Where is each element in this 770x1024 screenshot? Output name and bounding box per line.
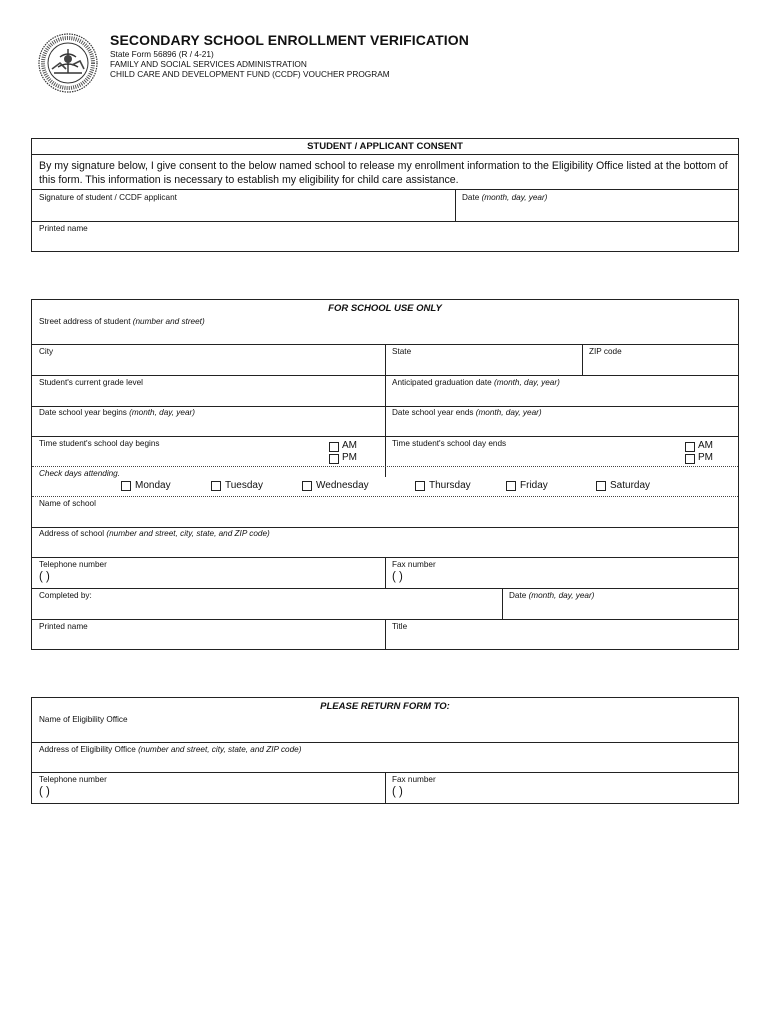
year-ends-hint: (month, day, year)	[475, 408, 542, 417]
tuesday-checkbox[interactable]	[211, 481, 221, 491]
program-name: CHILD CARE AND DEVELOPMENT FUND (CCDF) VOUCHER PROGRAM	[110, 69, 390, 79]
school-printed-name-field[interactable]	[39, 622, 88, 631]
year-begins-label: Date school year begins	[39, 408, 127, 417]
office-name-label: Name of Eligibility Office	[39, 715, 128, 724]
day-ends-pm-label: PM	[698, 452, 713, 463]
office-name-field[interactable]	[39, 715, 128, 724]
consent-date-field[interactable]	[462, 193, 547, 202]
consent-date-hint: (month, day, year)	[481, 193, 548, 202]
day-begins-pm-label: PM	[342, 452, 357, 463]
office-fax-area-code: ( )	[392, 786, 403, 798]
completed-date-field[interactable]	[509, 591, 594, 600]
form-number: State Form 56896 (R / 4-21)	[110, 49, 214, 59]
friday-label: Friday	[520, 480, 548, 491]
monday-checkbox[interactable]	[121, 481, 131, 491]
school-name-field[interactable]	[39, 499, 96, 508]
day-begins-pm-checkbox[interactable]	[329, 454, 339, 464]
state-seal-logo	[38, 33, 98, 93]
grade-level-field[interactable]	[39, 378, 143, 387]
student-street-label: Street address of student	[39, 317, 131, 326]
student-street-hint: (number and street)	[132, 317, 205, 326]
signature-label: Signature of student / CCDF applicant	[39, 193, 177, 202]
year-begins-field[interactable]	[39, 408, 195, 417]
school-section	[31, 299, 739, 650]
school-address-field[interactable]	[39, 529, 270, 538]
saturday-checkbox[interactable]	[596, 481, 606, 491]
wednesday-label: Wednesday	[316, 480, 369, 491]
office-phone-area-code: ( )	[39, 786, 50, 798]
school-fax-field[interactable]	[392, 560, 436, 569]
graduation-date-hint: (month, day, year)	[493, 378, 560, 387]
graduation-date-label: Anticipated graduation date	[392, 378, 492, 387]
office-fax-field[interactable]	[392, 775, 436, 784]
day-ends-label: Time student's school day ends	[392, 439, 507, 448]
agency-name: FAMILY AND SOCIAL SERVICES ADMINISTRATION	[110, 59, 307, 69]
office-address-label: Address of Eligibility Office	[39, 745, 136, 754]
thursday-label: Thursday	[429, 480, 471, 491]
state-label: State	[392, 347, 412, 356]
consent-section-title: STUDENT / APPLICANT CONSENT	[307, 141, 463, 152]
school-phone-area-code: ( )	[39, 571, 50, 583]
tuesday-label: Tuesday	[225, 480, 263, 491]
completed-by-field[interactable]	[39, 591, 92, 600]
zip-field[interactable]	[589, 347, 622, 356]
day-ends-am-label: AM	[698, 440, 713, 451]
form-title: SECONDARY SCHOOL ENROLLMENT VERIFICATION	[110, 32, 469, 48]
days-attending-label: Check days attending.	[39, 469, 121, 478]
consent-printed-name-field[interactable]	[39, 224, 88, 233]
state-field[interactable]	[392, 347, 411, 356]
completed-date-hint: (month, day, year)	[528, 591, 595, 600]
consent-printed-name-label: Printed name	[39, 224, 88, 233]
school-section-title: FOR SCHOOL USE ONLY	[328, 303, 442, 314]
monday-label: Monday	[135, 480, 171, 491]
day-begins-am-label: AM	[342, 440, 357, 451]
title-label: Title	[392, 622, 408, 631]
office-phone-label: Telephone number	[39, 775, 107, 784]
school-phone-field[interactable]	[39, 560, 107, 569]
thursday-checkbox[interactable]	[415, 481, 425, 491]
year-ends-field[interactable]	[392, 408, 542, 417]
office-phone-field[interactable]	[39, 775, 107, 784]
return-section	[31, 697, 739, 804]
school-printed-name-label: Printed name	[39, 622, 88, 631]
completed-date-label: Date	[509, 591, 527, 600]
school-fax-area-code: ( )	[392, 571, 403, 583]
year-begins-hint: (month, day, year)	[129, 408, 195, 417]
consent-section	[31, 138, 739, 252]
office-address-hint: (number and street, city, state, and ZIP code)	[138, 745, 302, 754]
city-field[interactable]	[39, 347, 53, 356]
wednesday-checkbox[interactable]	[302, 481, 312, 491]
office-address-field[interactable]	[39, 745, 301, 754]
grade-level-label: Student's current grade level	[39, 378, 143, 387]
zip-label: ZIP code	[589, 347, 622, 356]
consent-date-label: Date	[462, 193, 480, 202]
school-address-label: Address of school	[39, 529, 105, 538]
return-section-title: PLEASE RETURN FORM TO:	[320, 701, 450, 712]
signature-field[interactable]	[39, 193, 177, 202]
student-street-field[interactable]	[39, 317, 205, 326]
school-address-hint: (number and street, city, state, and ZIP code)	[106, 529, 270, 538]
school-fax-label: Fax number	[392, 560, 436, 569]
title-field[interactable]	[392, 622, 407, 631]
graduation-date-field[interactable]	[392, 378, 560, 387]
day-begins-am-checkbox[interactable]	[329, 442, 339, 452]
year-ends-label: Date school year ends	[392, 408, 474, 417]
office-fax-label: Fax number	[392, 775, 436, 784]
day-ends-pm-checkbox[interactable]	[685, 454, 695, 464]
completed-by-label: Completed by:	[39, 591, 92, 600]
friday-checkbox[interactable]	[506, 481, 516, 491]
school-phone-label: Telephone number	[39, 560, 107, 569]
city-label: City	[39, 347, 54, 356]
school-name-label: Name of school	[39, 499, 96, 508]
day-begins-label: Time student's school day begins	[39, 439, 160, 448]
saturday-label: Saturday	[610, 480, 651, 491]
day-ends-am-checkbox[interactable]	[685, 442, 695, 452]
consent-statement: By my signature below, I give consent to the below named school to release my enrollment information to the Eligibility Office listed at the bottom of this form. This information is necessary to establish my eligibility for child care assistance.	[39, 160, 728, 186]
